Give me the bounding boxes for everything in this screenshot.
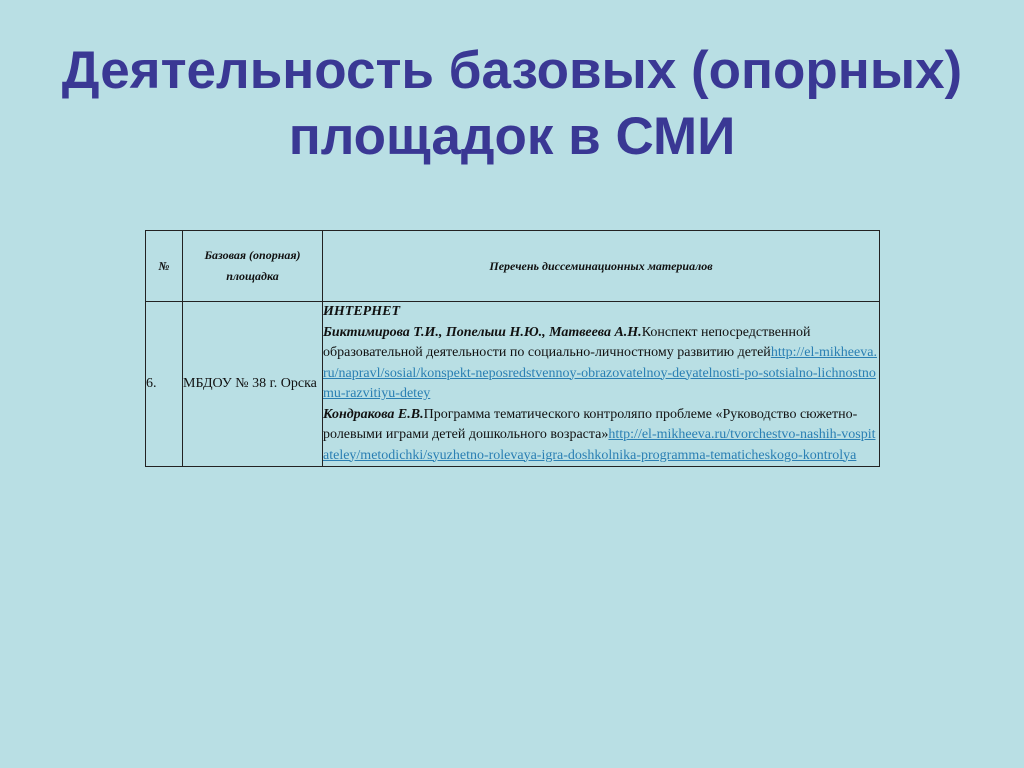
materials-table [145,230,880,467]
header-materials: Перечень диссеминационных материалов [323,231,880,302]
section-heading: ИНТЕРНЕТ [323,304,400,319]
entry-2-authors: Кондракова Е.В. [323,406,424,422]
material-entry [323,405,879,467]
row-number: 6. [146,302,183,467]
slide-title-line-2: площадок в СМИ [288,107,736,166]
row-materials [323,302,880,467]
entry-2-link[interactable]: http://el-mikheeva.ru/tvorchestvo-nashih-vospitateley/metodichki/syuzhetno-rolevaya-igra-doshkolnika-programma-tematicheskogo-kontrolya [323,427,876,463]
table-row [146,302,880,467]
entry-2-text: Программа тематического контроляпо проблеме «Руководство сюжетно-ролевыми играми детей дошкольного возраста» [323,406,858,442]
slide-title [0,38,1024,170]
header-site: Базовая (опорная) площадка [183,231,323,302]
entry-1-authors: Биктимирова Т.И., Попелыш Н.Ю., Матвеева А.Н. [323,324,642,340]
slide-title-line-1: Деятельность базовых (опорных) [61,41,963,100]
table-header-row [146,231,880,302]
material-entry [323,325,877,402]
row-site: МБДОУ № 38 г. Орска [183,302,323,467]
header-number: № [146,231,183,302]
entry-1-link[interactable]: http://el-mikheeva.ru/napravl/sosial/konspekt-neposredstvennoy-obrazovatelnoy-deyatelnosti-po-sotsialno-lichnostnomu-razvitiyu-detey [323,345,877,401]
entry-1-text: Конспект непосредственной образовательной деятельности по социально-личностному развитию детей [323,324,811,360]
